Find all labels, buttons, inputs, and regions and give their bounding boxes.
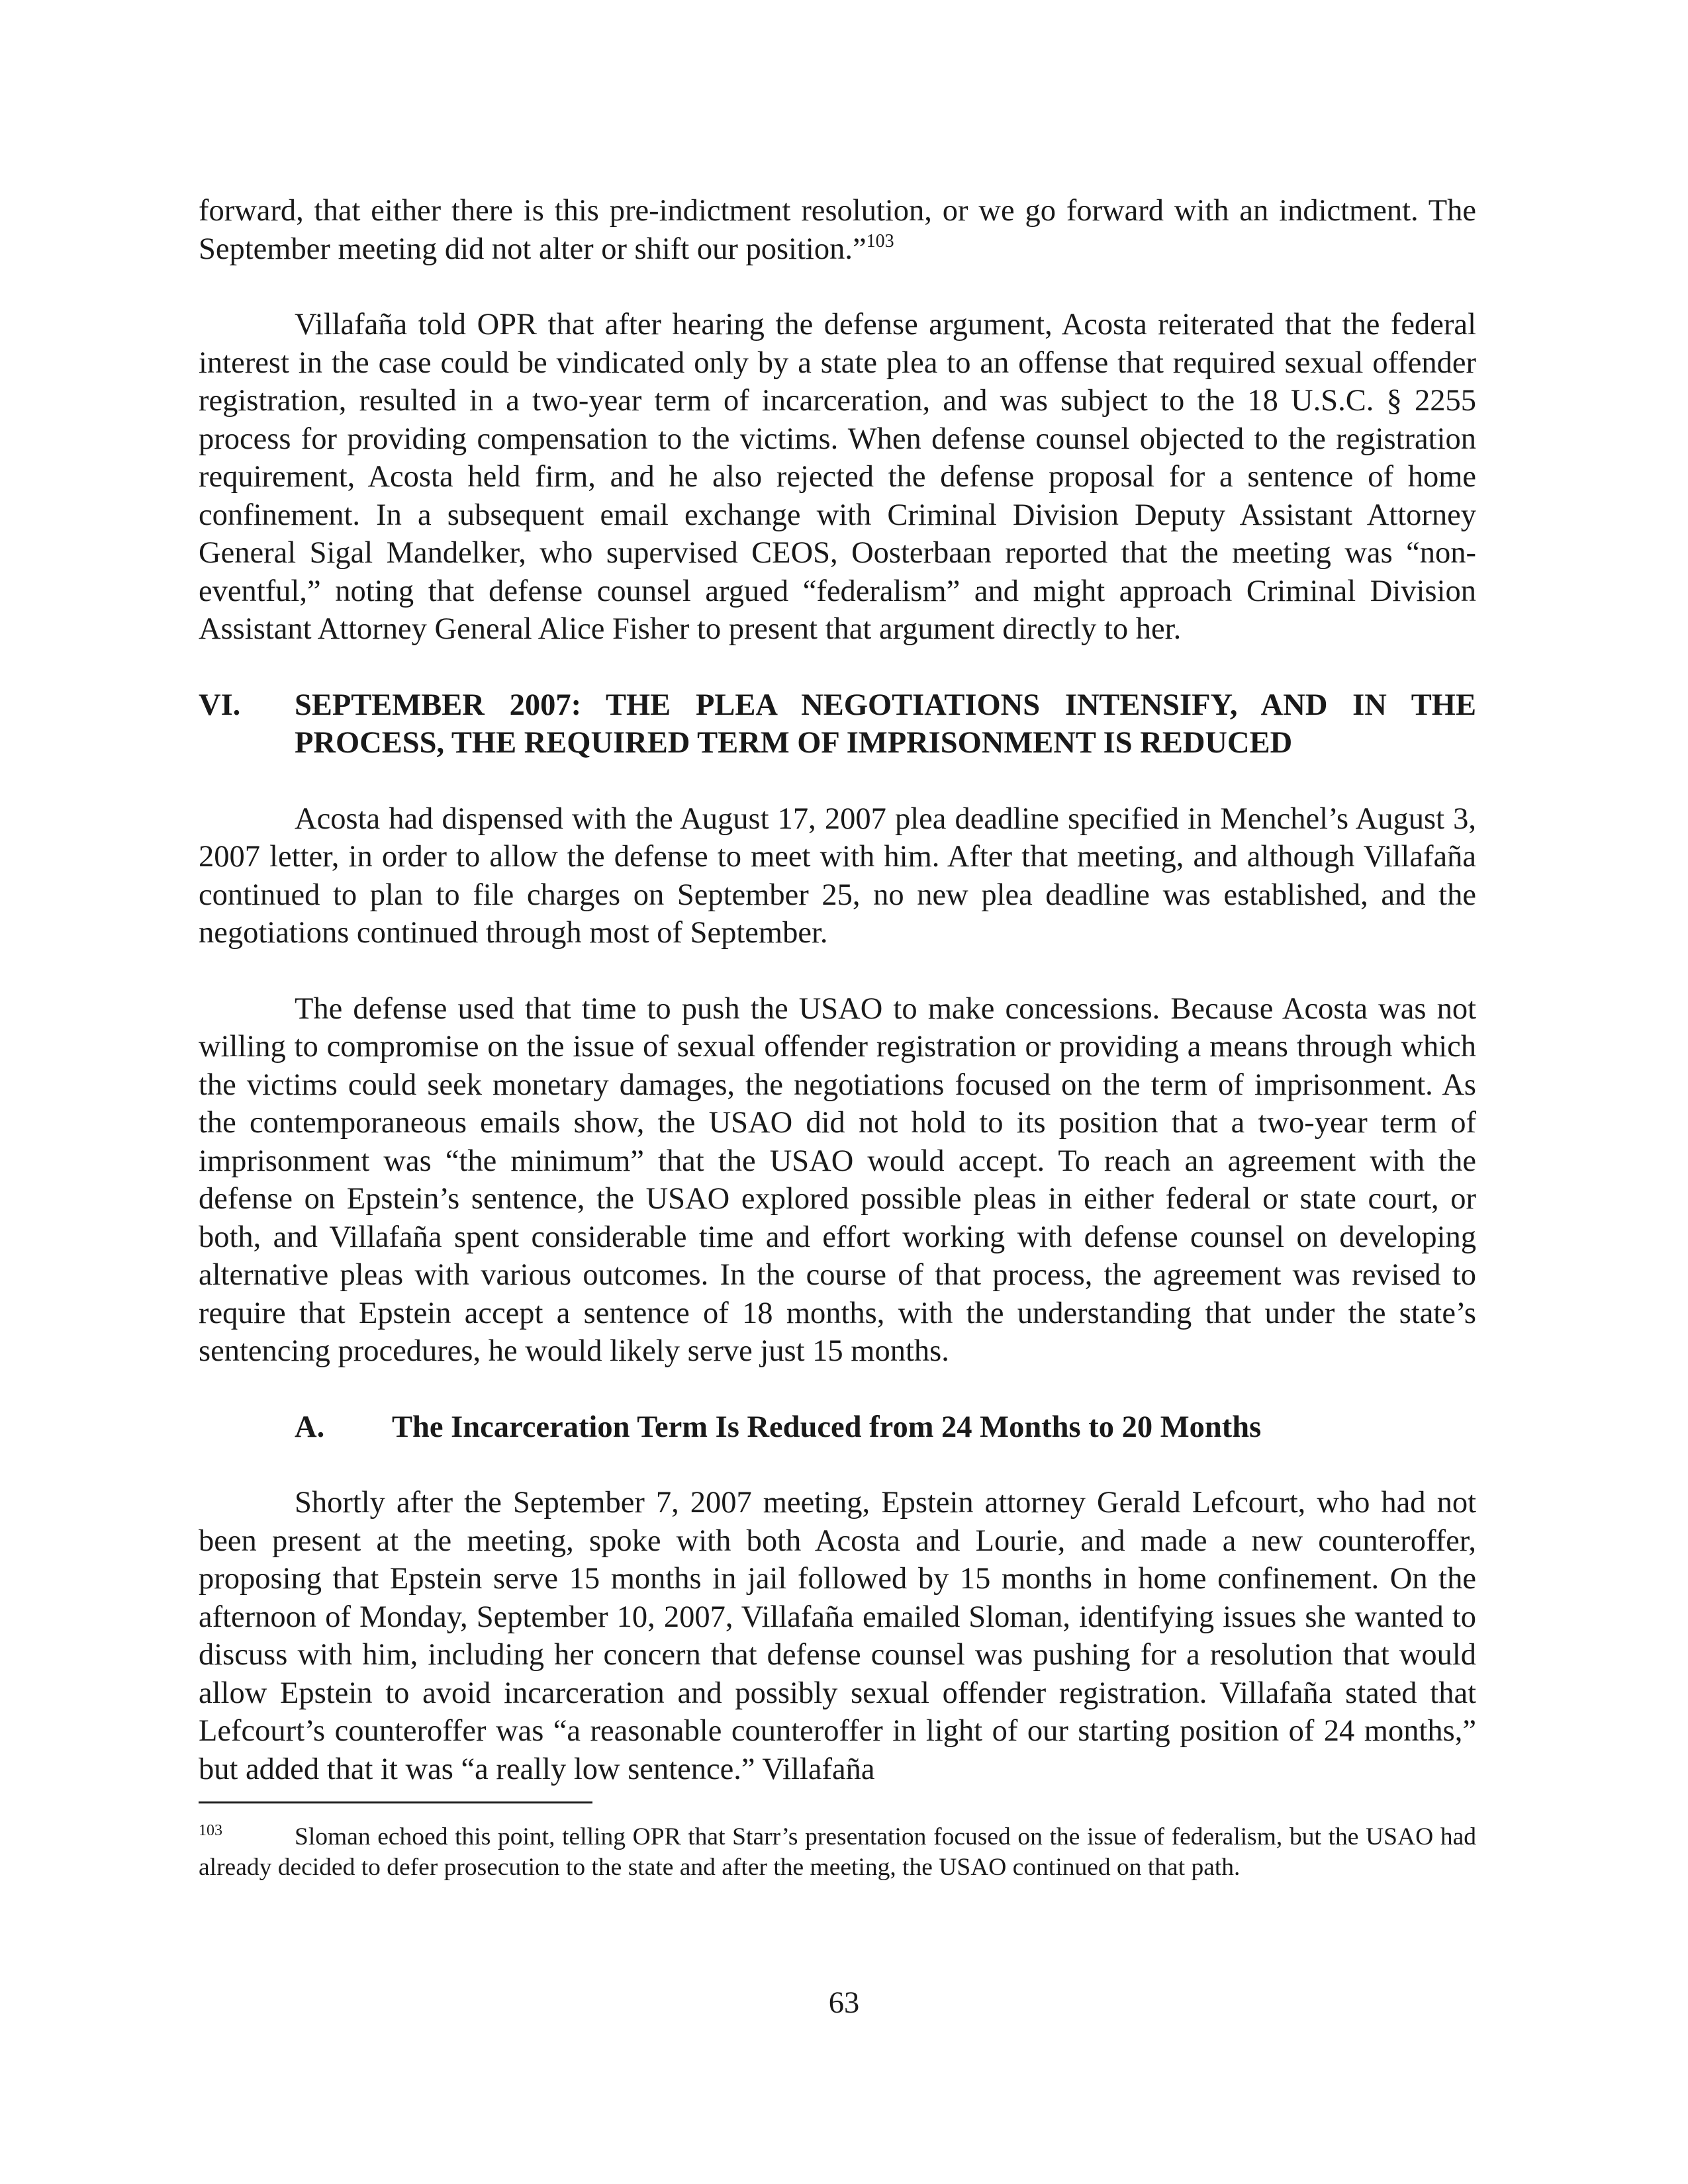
page-body [199,192,1476,1883]
footnote-reference[interactable]: 103 [866,230,894,251]
section-heading [199,686,1476,762]
section-title: SEPTEMBER 2007: THE PLEA NEGOTIATIONS INTENSIFY, AND IN THE PROCESS, THE REQUIRED TERM OF IMPRISONMENT IS REDUCED [295,688,1476,760]
paragraph-concessions: The defense used that time to push the USAO to make concessions. Because Acosta was not willing to compromise on the issue of sexual offender registration or providing a means through which the victims could seek monetary damages, the negotiations focused on the term of imprisonment. As the contemporaneous emails show, the USAO did not hold to its position that a two-year term of imprisonment was “the minimum” that the USAO would accept. To reach an agreement with the defense on Epstein’s sentence, the USAO explored possible pleas in either federal or state court, or both, and Villafaña spent considerable time and effort working with defense counsel on developing alternative pleas with various outcomes. In the course of that process, the agreement was revised to require that Epstein accept a sentence of 18 months, with the understanding that under the state’s sentencing procedures, he would likely serve just 15 months. [199,991,1476,1368]
footnote-divider [199,1801,592,1803]
section-number: VI. [199,688,241,722]
paragraph-continued: forward, that either there is this pre-indictment resolution, or we go forward with an indictment. The September meeting did not alter or shift our position.”$^{103}$ [199,194,1476,266]
subsection-heading [199,1408,1476,1447]
subsection-letter: A. [295,1410,325,1444]
paragraph-acosta-reiterated: Villafaña told OPR that after hearing the defense argument, Acosta reiterated that the federal interest in the case could be vindicated only by a state plea to an offense that required sexual offender registration, resulted in a two-year term of incarceration, and was subject to the 18 U.S.C. § 2255 process for providing compensation to the victims. When defense counsel objected to the registration requirement, Acosta held firm, and he also rejected the defense proposal for a sentence of home confinement. In a subsequent email exchange with Criminal Division Deputy Assistant Attorney General Sigal Mandelker, who supervised CEOS, Oosterbaan reported that the meeting was “non-eventful,” noting that defense counsel argued “federalism” and might approach Criminal Division Assistant Attorney General Alice Fisher to present that argument directly to her. [199,308,1476,646]
paragraph-plea-deadline: Acosta had dispensed with the August 17, 2007 plea deadline specified in Menchel’s August 3, 2007 letter, in order to allow the defense to meet with him. After that meeting, and although Villafaña continued to plan to file charges on September 25, no new plea deadline was established, and the negotiations continued through most of September. [199,801,1476,950]
paragraph-lefcourt-counteroffer: Shortly after the September 7, 2007 meeting, Epstein attorney Gerald Lefcourt, who had not been present at the meeting, spoke with both Acosta and Lourie, and made a new counteroffer, proposing that Epstein serve 15 months in jail followed by 15 months in home confinement. On the afternoon of Monday, September 10, 2007, Villafaña emailed Sloman, identifying issues she wanted to discuss with him, including her concern that defense counsel was pushing for a resolution that would allow Epstein to avoid incarceration and possibly sexual offender registration. Villafaña stated that Lefcourt’s counteroffer was “a reasonable counteroffer in light of our starting position of 24 months,” but added that it was “a really low sentence.” Villafaña [199,1486,1476,1786]
footnote: 103 Sloman echoed this point, telling OPR that Starr’s presentation focused on the issue of federalism, but the USAO had already decided to defer prosecution to the state and after the meeting, the USAO continued on that path. [199,1822,1476,1881]
page-number: 63 [828,1986,860,2020]
subsection-title: The Incarceration Term Is Reduced from 24 Months to 20 Months [392,1410,1262,1444]
footnote-text: Sloman echoed this point, telling OPR that Starr’s presentation focused on the issue of federalism, but the USAO had already decided to defer prosecution to the state and after the meeting, the USAO continued on that path. [199,1823,1476,1881]
